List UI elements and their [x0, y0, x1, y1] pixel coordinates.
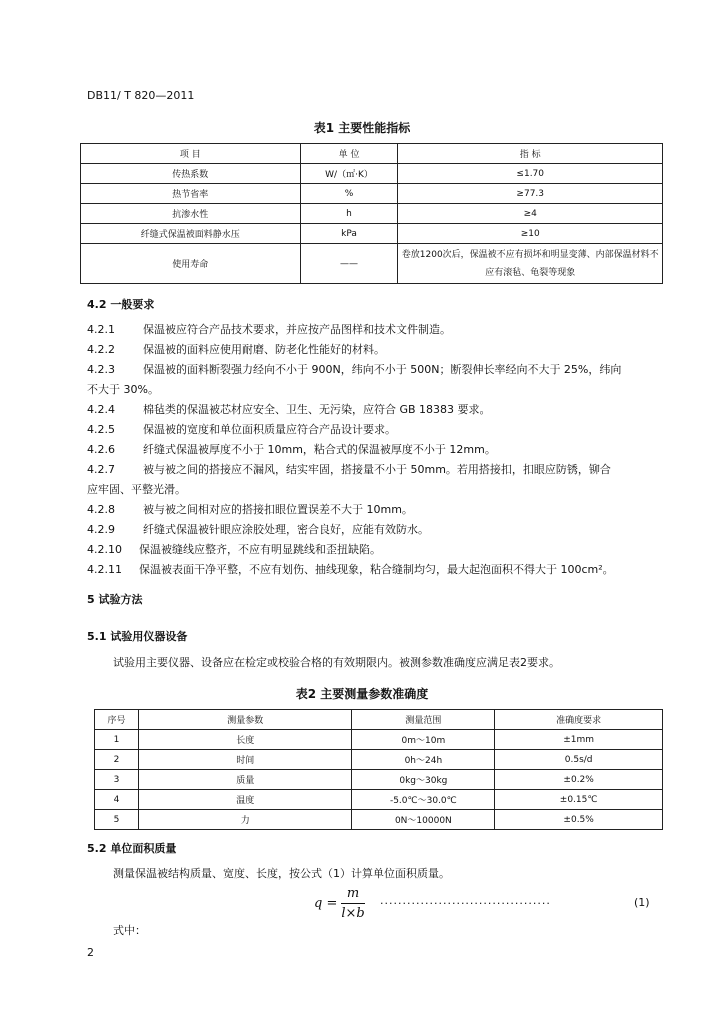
table-row	[95, 770, 663, 790]
range-cell: -5.0℃～30.0℃	[352, 790, 495, 810]
list-item	[87, 560, 667, 580]
row-number-cell: 5	[95, 810, 139, 830]
document-id: DB11/ T 820—2011	[87, 89, 195, 102]
formula-numerator: m	[341, 886, 364, 904]
list-item	[87, 320, 667, 340]
clause-text: 纤缝式保温被针眼应涂胶处理，密合良好，应能有效防水。	[143, 523, 429, 536]
table1-caption: 表1 主要性能指标	[313, 121, 411, 135]
section-5-2-paragraph: 测量保温被结构质量、宽度、长度，按公式（1）计算单位面积质量。	[113, 867, 450, 880]
range-cell: 0kg～30kg	[352, 770, 495, 790]
value-cell: ≤1.70	[398, 164, 663, 184]
clause-number: 4.2.6	[87, 443, 115, 456]
column-header: 序号	[95, 710, 139, 730]
clause-number: 4.2.5	[87, 423, 115, 436]
page-number: 2	[87, 946, 94, 959]
list-item-continuation: 不大于 30%。	[87, 383, 159, 396]
value-cell: ≥10	[398, 224, 663, 244]
performance-table	[80, 143, 663, 284]
clause-number: 4.2.10	[87, 543, 122, 556]
clause-text: 保温被的面料断裂强力经向不小于 900N，纬向不小于 500N；断裂伸长率经向不大于 25%，纬向	[143, 363, 622, 376]
clause-number: 4.2.3	[87, 363, 115, 376]
parameter-cell: 长度	[138, 730, 352, 750]
value-cell: ≥77.3	[398, 184, 663, 204]
accuracy-cell: ±0.15℃	[495, 790, 663, 810]
clause-number: 4.2.1	[87, 323, 115, 336]
section-4-2-list	[87, 320, 667, 580]
section-5-1-title: 5.1 试验用仪器设备	[87, 630, 188, 643]
clause-number: 4.2.8	[87, 503, 115, 516]
clause-text: 保温被的宽度和单位面积质量应符合产品设计要求。	[143, 423, 396, 436]
parameter-cell: 时间	[138, 750, 352, 770]
list-item-continuation: 应牢固、平整光滑。	[87, 483, 186, 496]
formula-denominator: l×b	[341, 906, 365, 921]
where-label: 式中：	[113, 924, 146, 937]
unit-cell: %	[300, 184, 398, 204]
row-number-cell: 2	[95, 750, 139, 770]
row-number-cell: 4	[95, 790, 139, 810]
column-header: 指 标	[398, 144, 663, 164]
unit-cell: ——	[300, 244, 398, 284]
clause-text: 保温被缝线应整齐，不应有明显跳线和歪扭缺陷。	[139, 543, 381, 556]
list-item	[87, 400, 667, 420]
range-cell: 0h～24h	[352, 750, 495, 770]
clause-number: 4.2.2	[87, 343, 115, 356]
clause-text: 被与被之间的搭接应不漏风，结实牢固，搭接量不小于 50mm。若用搭接扣，扣眼应防锈，铆合	[143, 463, 611, 476]
table-row	[95, 810, 663, 830]
section-4-2-title: 4.2 一般要求	[87, 298, 155, 311]
clause-text: 纤缝式保温被厚度不小于 10mm，粘合式的保温被厚度不小于 12mm。	[143, 443, 496, 456]
accuracy-cell: 0.5s/d	[495, 750, 663, 770]
equation-number: (1)	[634, 896, 650, 909]
formula-lhs: q =	[314, 896, 338, 911]
table-row	[95, 790, 663, 810]
clause-text: 保温被应符合产品技术要求，并应按产品图样和技术文件制造。	[143, 323, 451, 336]
table2-caption: 表2 主要测量参数准确度	[295, 687, 429, 701]
table-row	[95, 750, 663, 770]
item-cell: 传热系数	[81, 164, 301, 184]
table-row	[95, 730, 663, 750]
section-5-2-title: 5.2 单位面积质量	[87, 842, 177, 855]
clause-text: 保温被表面干净平整，不应有划伤、抽线现象，粘合缝制均匀，最大起泡面积不得大于 100cm²。	[139, 563, 614, 576]
clause-text: 棉毡类的保温被芯材应安全、卫生、无污染，应符合 GB 18383 要求。	[143, 403, 491, 416]
column-header: 准确度要求	[495, 710, 663, 730]
item-cell: 抗渗水性	[81, 204, 301, 224]
area-mass-formula	[314, 886, 365, 921]
parameter-cell: 力	[138, 810, 352, 830]
section-5-1-paragraph: 试验用主要仪器、设备应在检定或校验合格的有效期限内。被测参数准确度应满足表2要求。	[113, 656, 560, 669]
value-cell: 卷放1200次后，保温被不应有损坏和明显变薄、内部保温材料不应有滚毡、龟裂等现象	[398, 244, 663, 284]
list-item	[87, 420, 667, 440]
accuracy-table	[94, 709, 663, 830]
list-item	[87, 360, 667, 380]
clause-number: 4.2.4	[87, 403, 115, 416]
clause-number: 4.2.9	[87, 523, 115, 536]
column-header: 测量参数	[138, 710, 352, 730]
clause-number: 4.2.11	[87, 563, 122, 576]
list-item	[87, 540, 667, 560]
list-item	[87, 460, 667, 480]
column-header: 测量范围	[352, 710, 495, 730]
table-row	[81, 184, 663, 204]
clause-number: 4.2.7	[87, 463, 115, 476]
formula-fraction	[341, 886, 364, 921]
row-number-cell: 3	[95, 770, 139, 790]
unit-cell: kPa	[300, 224, 398, 244]
table-header-row	[95, 710, 663, 730]
formula-leader-dots: ......................................	[380, 894, 551, 907]
clause-text: 保温被的面料应使用耐磨、防老化性能好的材料。	[143, 343, 385, 356]
item-cell: 使用寿命	[81, 244, 301, 284]
table-row	[81, 204, 663, 224]
item-cell: 纤缝式保温被面料静水压	[81, 224, 301, 244]
clause-text: 被与被之间相对应的搭接扣眼位置误差不大于 10mm。	[143, 503, 413, 516]
table-header-row	[81, 144, 663, 164]
range-cell: 0m～10m	[352, 730, 495, 750]
list-item	[87, 340, 667, 360]
item-cell: 热节省率	[81, 184, 301, 204]
parameter-cell: 温度	[138, 790, 352, 810]
table-row	[81, 244, 663, 284]
table-row	[81, 224, 663, 244]
row-number-cell: 1	[95, 730, 139, 750]
unit-cell: h	[300, 204, 398, 224]
unit-cell: W/（㎡·K）	[300, 164, 398, 184]
section-5-title: 5 试验方法	[87, 593, 143, 606]
list-item	[87, 500, 667, 520]
column-header: 项 目	[81, 144, 301, 164]
table-row	[81, 164, 663, 184]
range-cell: 0N～10000N	[352, 810, 495, 830]
list-item	[87, 440, 667, 460]
accuracy-cell: ±0.2%	[495, 770, 663, 790]
accuracy-cell: ±0.5%	[495, 810, 663, 830]
value-cell: ≥4	[398, 204, 663, 224]
accuracy-cell: ±1mm	[495, 730, 663, 750]
parameter-cell: 质量	[138, 770, 352, 790]
column-header: 单 位	[300, 144, 398, 164]
list-item	[87, 520, 667, 540]
